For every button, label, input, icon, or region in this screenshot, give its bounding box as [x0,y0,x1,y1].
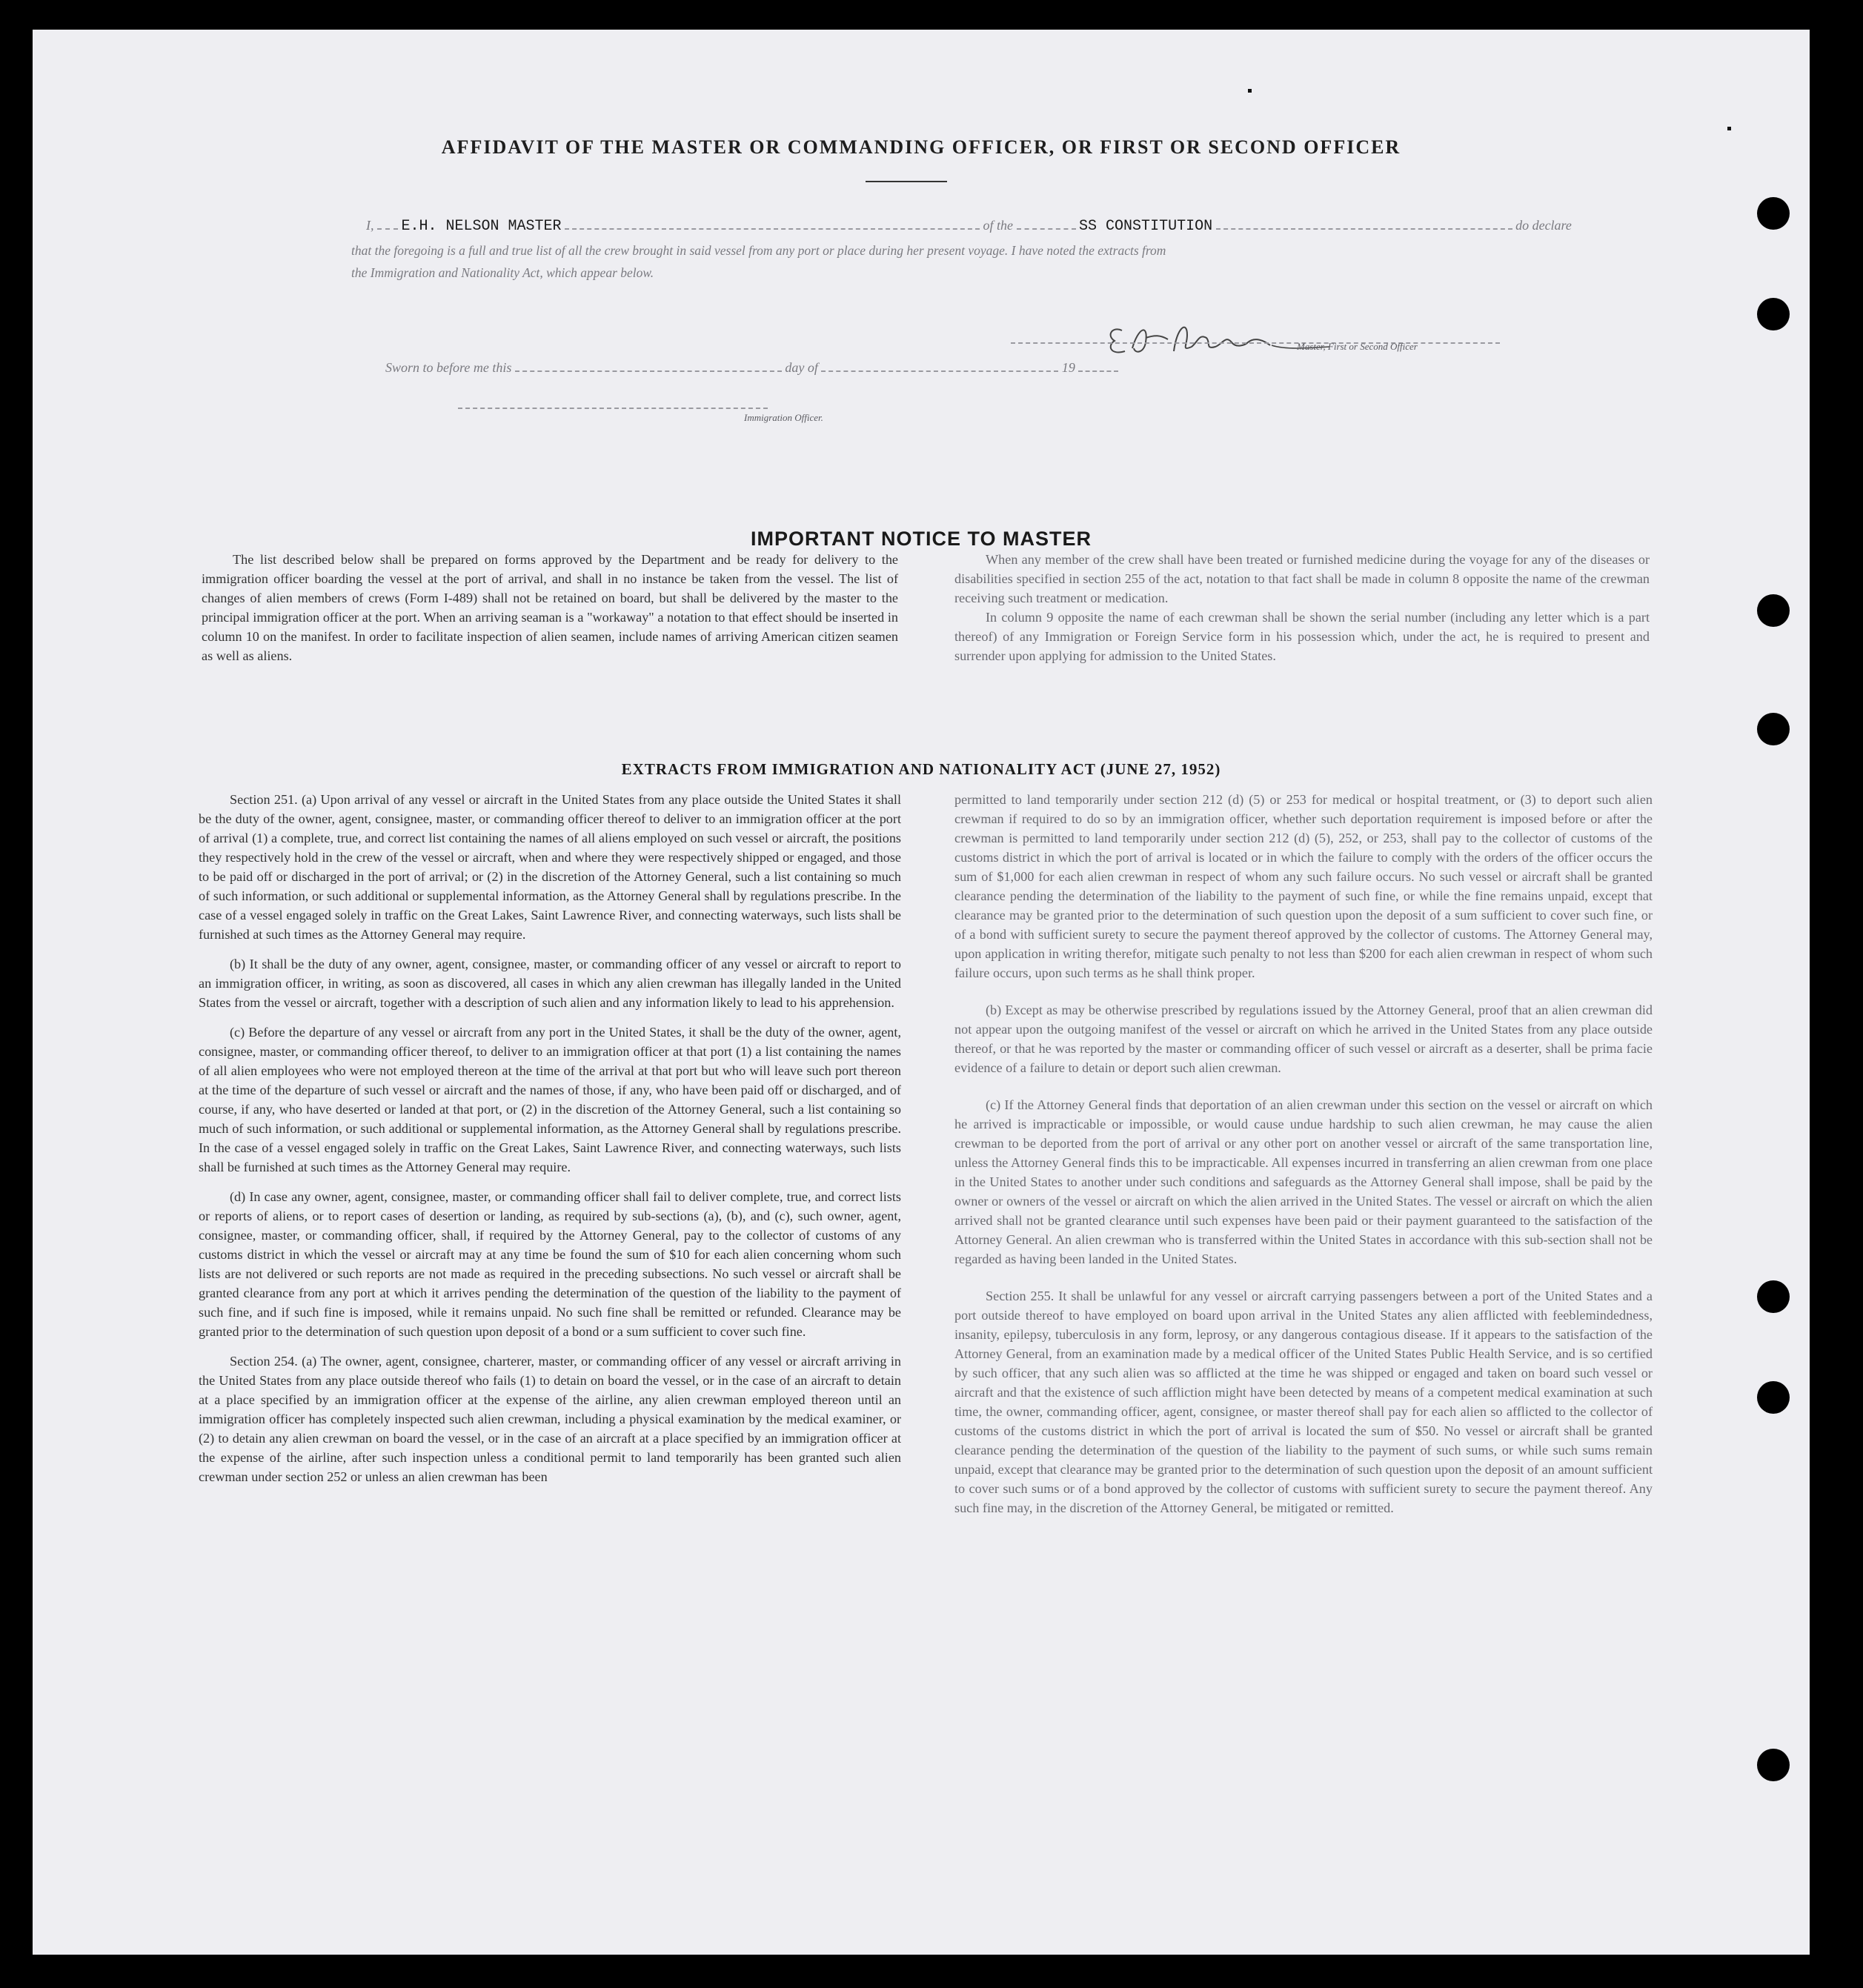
section-251-b: (b) It shall be the duty of any owner, agent, consignee, master, or commanding officer of any vessel or aircraft to report to an immigration officer, in writing, as soon as discovered, all cases in which any alien crewman has illegally landed in the United States from the vessel or aircraft, together with a description of such alien and any information likely to lead to his apprehension. [199,957,901,1010]
section-251-d: (d) In case any owner, agent, consignee, master, or commanding officer shall fail to deliver complete, true, and correct lists or reports of aliens, or to report cases of desertion or landing, as required by sub-sections (a), (b), and (c), such owner, agent, consignee, master, or commanding officer, shall, if required by the Attorney General, pay to the collector of customs of any customs district in which the vessel or aircraft may at any time be found the sum of $10 for each alien concerning whom such lists are not delivered or such reports are not made as required in the preceding subsections. No such vessel or aircraft shall be granted clearance from any port at which it arrives pending the determination of the question of the liability to the payment of such fine, and if such fine is imposed, while it remains unpaid. No such fine shall be remitted or refunded. Clearance may be granted prior to the determination of such question upon deposit of a bond or a sum sufficient to cover such fine. [199,1189,901,1339]
of-the-label: of the [983,218,1014,233]
document-page [33,30,1810,1955]
signature-caption: Master, First or Second Officer [1297,341,1418,352]
declaration-line [366,218,1572,235]
affidavit-title: AFFIDAVIT OF THE MASTER OR COMMANDING OFFICER, OR FIRST OR SECOND OFFICER [441,136,1401,158]
punch-hole [1757,298,1790,330]
notice-title: IMPORTANT NOTICE TO MASTER [751,528,1092,550]
section-254-a-continued: permitted to land temporarily under section 212 (d) (5) or 253 for medical or hospital treatment, or (3) to deport such alien crewman if required to do so by an immigration officer, whether such deportation requirement is imposed before or after the crewman is permitted to land temporarily under section 212 (d) (5), 252, or 253, shall pay to the collector of customs of the customs district in which the port of arrival is located or in which the failure to comply with the orders of the officer occurs the sum of $1,000 for each alien crewman in respect of whom any such failure occurs. No such vessel or aircraft shall be granted clearance pending the determination of the liability to the payment of such fine, or while the fine remains unpaid, except that clearance may be granted prior to the determination of such question upon the deposit of a sum sufficient to cover such fine, or of a bond with sufficient surety to secure the payment thereof approved by the collector of customs. The Attorney General may, upon application in writing therefor, mitigate such penalty to not less than $200 for each alien crewman in respect of whom such failure occurs, upon such terms as he shall think proper. [954,792,1653,980]
section-254-c: (c) If the Attorney General finds that deportation of an alien crewman under this section on the vessel or aircraft on which he arrived is impracticable or impossible, or would cause undue hardship to such alien crewman, he may cause the alien crewman to be deported from the port of arrival or any other port on another vessel or aircraft of the same transportation line, unless the Attorney General finds this to be impracticable. All expenses incurred in transferring an alien crewman from one place in the United States to another under such conditions and safeguards as the Attorney General shall impose, shall be paid by the owner or owners of the vessel or aircraft on which the alien arrived in the United States. The vessel or aircraft on which the alien arrived shall not be granted clearance until such expenses have been paid or their payment guaranteed to the satisfaction of the Attorney General. An alien crewman who is transferred within the United States in accordance with this sub-section shall not be regarded as having been landed in the United States. [954,1097,1653,1266]
section-254-b: (b) Except as may be otherwise prescribed by regulations issued by the Attorney General, proof that an alien crewman did not appear upon the outgoing manifest of the vessel or aircraft on which he arrived in the United States from any place outside thereof, or that he was reported by the master or commanding officer of such vessel or aircraft as a deserter, shall be prima facie evidence of a failure to detain or deport such alien crewman. [954,1003,1653,1075]
notice-left-paragraph: The list described below shall be prepared on forms approved by the Department and be ready for delivery to the immigration officer boarding the vessel at the port of arrival, and shall in no instance be taken from the vessel. The list of changes of alien members of crews (Form I-489) shall not be retained on board, but shall be delivered by the master to the principal immigration officer at the port. When an arriving seaman is a "workaway" a notation to that effect should be inserted in column 10 on the manifest. In order to facilitate inspection of alien seamen, include names of arriving American citizen seamen as well as aliens. [202,552,898,663]
section-254-a: Section 254. (a) The owner, agent, consignee, charterer, master, or commanding officer of any vessel or aircraft arriving in the United States from any place outside thereof who fails (1) to detain on board the vessel, or in the case of an aircraft to detain at a place specified by an immigration officer at the expense of the airline, any alien crewman employed thereon until an immigration officer has completely inspected such alien crewman, including a physical examination by the medical examiner, or (2) to detain any alien crewman on board the vessel, or in the case of an aircraft at a place specified by an immigration officer at the expense of the airline, after such inspection unless a conditional permit to land temporarily has been granted such alien crewman under section 252 or unless an alien crewman has been [199,1354,901,1484]
extracts-left-column [199,790,901,1486]
punch-hole [1757,1381,1790,1414]
statement-line-1: that the foregoing is a full and true list of all the crew brought in said vessel from any port or place during her present voyage. I have noted the extracts from [351,243,1166,258]
officer-caption: Immigration Officer. [744,412,823,423]
title-divider [866,181,947,182]
year-label: 19 [1061,360,1075,375]
punch-hole [1757,197,1790,230]
scan-mark [1727,127,1731,130]
punch-hole [1757,713,1790,745]
extracts-title: EXTRACTS FROM IMMIGRATION AND NATIONALITY ACT (JUNE 27, 1952) [621,760,1221,778]
punch-hole [1757,1749,1790,1781]
notice-left-column [202,550,898,665]
signature-line [1011,332,1500,348]
notice-right-paragraph-2: In column 9 opposite the name of each crewman shall be shown the serial number (including any letter which is a part thereof) of any Immigration or Foreign Service form in his possession which, under the act, he is required to present and surrender upon applying for admission to the United States. [954,610,1650,663]
extracts-right-column [954,790,1653,1517]
immigration-officer-line [458,397,768,413]
master-name-field: E.H. NELSON MASTER [401,218,562,235]
i-label: I, [366,218,374,233]
notice-right-column [954,550,1650,665]
sworn-line [385,360,1118,376]
section-251-c: (c) Before the departure of any vessel or aircraft from any port in the United States, it shall be the duty of the owner, agent, consignee, master, or commanding officer thereof, to deliver to an immigration officer at that port (1) a list containing the names of all alien employees who were not employed thereon at the time of the arrival at that port but who will leave such port thereon at the time of the departure of such vessel or aircraft and the names of those, if any, who have been paid off or discharged, and of course, if any, who have deserted or landed at that port, or (2) in the discretion of the Attorney General, such a list containing so much of such information, or such additional or supplemental information, as the Attorney General shall by regulations prescribe. In the case of a vessel engaged solely in traffic on the Great Lakes, Saint Lawrence River, and connecting waterways, such lists shall be furnished at such times as the Attorney General may require. [199,1025,901,1174]
punch-hole [1757,1280,1790,1313]
punch-hole [1757,594,1790,627]
vessel-name-field: SS CONSTITUTION [1079,218,1213,235]
do-declare-label: do declare [1515,218,1572,233]
notice-right-paragraph-1: When any member of the crew shall have been treated or furnished medicine during the voyage for any of the diseases or disabilities specified in section 255 of the act, notation to that fact shall be made in column 8 opposite the name of the crewman receiving such treatment or medication. [954,552,1650,605]
day-of-label: day of [785,360,818,375]
section-251-a: Section 251. (a) Upon arrival of any vessel or aircraft in the United States from any place outside the United States it shall be the duty of the owner, agent, consignee, master, or commanding officer thereof to deliver to an immigration officer at the port of arrival (1) a complete, true, and correct list containing the names of all aliens employed on such vessel or aircraft, the positions they respectively hold in the crew of the vessel or aircraft, when and where they were respectively shipped or engaged, and those to be paid off or discharged in the port of arrival; or (2) in the discretion of the Attorney General, such a list containing so much of such information, or such additional or supplemental information, as the Attorney General shall by regulations prescribe. In the case of a vessel engaged solely in traffic on the Great Lakes, Saint Lawrence River, and connecting waterways, such lists shall be furnished at such times as the Attorney General may require. [199,792,901,942]
scan-mark [1248,89,1252,93]
section-255: Section 255. It shall be unlawful for any vessel or aircraft carrying passengers between a port of the United States and a port outside thereof to have employed on board upon arrival in the United States any alien afflicted with feeblemindedness, insanity, epilepsy, tuberculosis in any form, leprosy, or any dangerous contagious disease. If it appears to the satisfaction of the Attorney General, from an examination made by a medical officer of the United States Public Health Service, and is so certified by such officer, that any such alien was so afflicted at the time he was shipped or engaged and taken on board such vessel or aircraft and that the existence of such affliction might have been detected by means of a competent medical examination at such time, the owner, commanding officer, agent, consignee, or master thereof shall pay for each alien so afflicted to the collector of customs of the customs district in which the port of arrival is located the sum of $50. No vessel or aircraft shall be granted clearance pending the determination of the question of the liability to the payment of such sums, or while such sums remain unpaid, except that clearance may be granted prior to the determination of such question upon the deposit of an amount sufficient to cover such sums or of a bond approved by the collector of customs with sufficient surety to secure the payment thereof. Any such fine may, in the discretion of the Attorney General, be mitigated or remitted. [954,1289,1653,1515]
sworn-label: Sworn to before me this [385,360,512,375]
statement-line-2: the Immigration and Nationality Act, which appear below. [351,265,654,280]
